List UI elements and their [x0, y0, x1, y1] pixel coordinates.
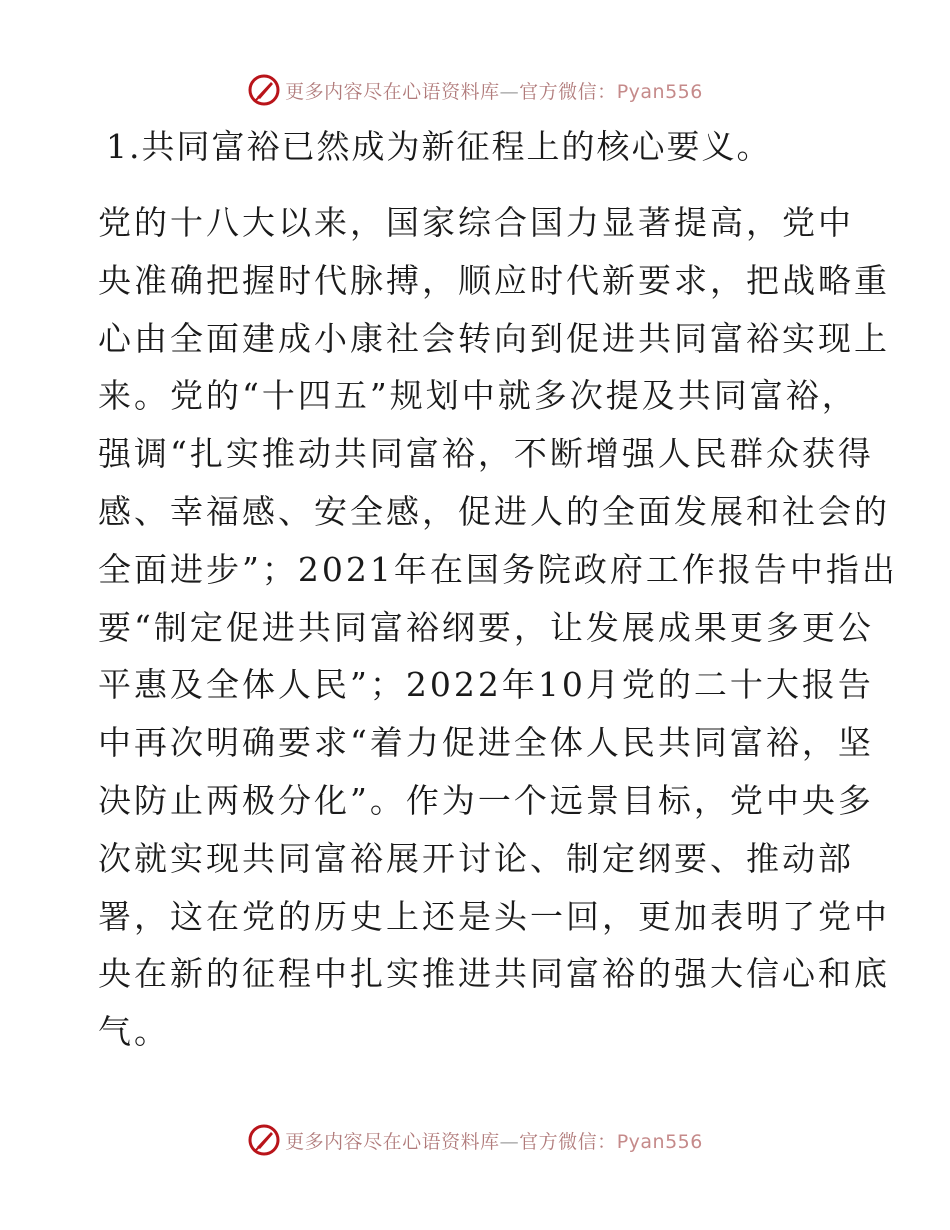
body-line: 气。 — [98, 1012, 170, 1052]
body-paragraph — [98, 200, 898, 1067]
body-line: 感、幸福感、安全感，促进人的全面发展和社会的 — [98, 491, 890, 531]
body-line: 来。党的“十四五”规划中就多次提及共同富裕， — [98, 376, 858, 416]
watermark-dash: — — [499, 80, 520, 103]
watermark-wechat-id: Pyan556 — [616, 80, 703, 103]
watermark-header — [0, 70, 950, 110]
body-line: 央在新的征程中扎实推进共同富裕的强大信心和底 — [98, 954, 890, 994]
quill-pen-logo-icon — [247, 73, 281, 107]
quill-pen-logo-icon — [247, 1123, 281, 1157]
body-line: 中再次明确要求“着力促进全体人民共同富裕，坚 — [98, 723, 874, 763]
watermark-footer — [0, 1120, 950, 1160]
body-line: 要“制定促进共同富裕纲要，让发展成果更多更公 — [98, 607, 874, 647]
watermark-wechat-label: 官方微信： — [519, 80, 617, 103]
watermark-main-text: 更多内容尽在心语资料库 — [285, 1130, 500, 1153]
body-line: 央准确把握时代脉搏，顺应时代新要求，把战略重 — [98, 260, 890, 300]
body-line: 决防止两极分化”。作为一个远景目标，党中央多 — [98, 780, 874, 820]
watermark-text — [285, 1127, 703, 1154]
watermark-dash: — — [499, 1130, 520, 1153]
body-line: 强调“扎实推动共同富裕，不断增强人民群众获得 — [98, 434, 874, 474]
watermark-wechat-label: 官方微信： — [519, 1130, 617, 1153]
body-line: 署，这在党的历史上还是头一回，更加表明了党中 — [98, 896, 890, 936]
body-line: 次就实现共同富裕展开讨论、制定纲要、推动部 — [98, 838, 854, 878]
body-line: 平惠及全体人民”；2022年10月党的二十大报告 — [98, 665, 874, 705]
watermark-main-text: 更多内容尽在心语资料库 — [285, 80, 500, 103]
body-line: 全面进步”；2021年在国务院政府工作报告中指出 — [98, 549, 898, 589]
watermark-text — [285, 77, 703, 104]
body-line: 心由全面建成小康社会转向到促进共同富裕实现上 — [98, 318, 890, 358]
section-heading: 1.共同富裕已然成为新征程上的核心要义。 — [106, 127, 772, 166]
watermark-wechat-id: Pyan556 — [616, 1130, 703, 1153]
body-line: 党的十八大以来，国家综合国力显著提高，党中 — [98, 203, 854, 242]
